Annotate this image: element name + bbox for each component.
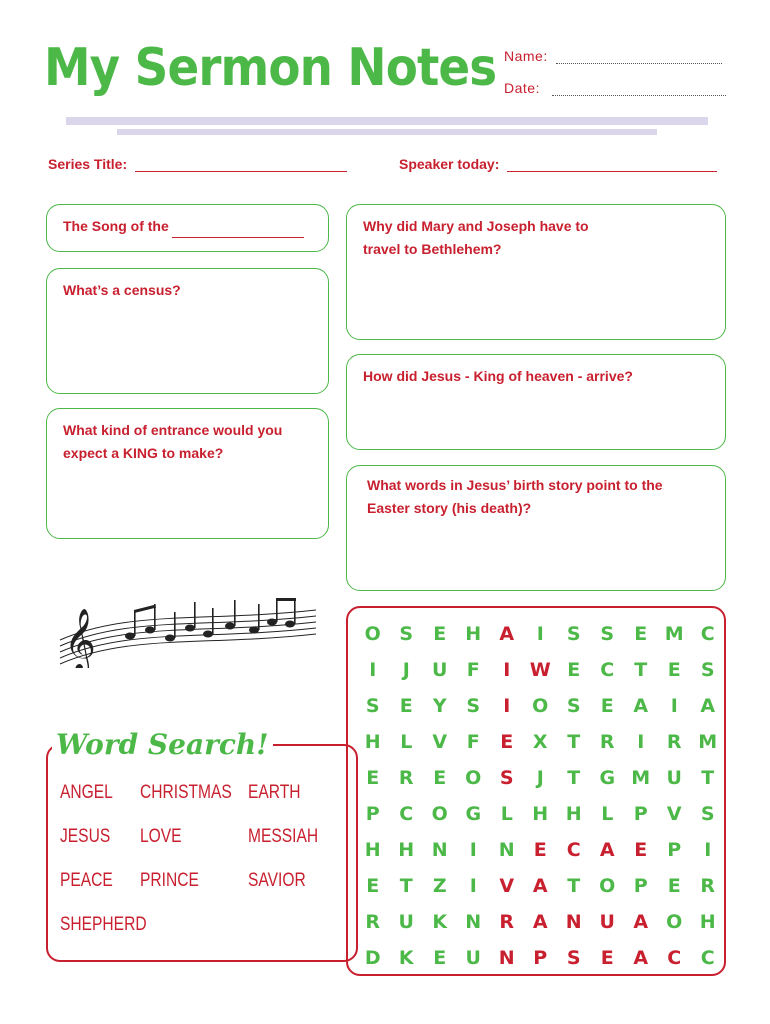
word-item: MESSIAH (248, 826, 319, 847)
grid-letter[interactable]: N (565, 911, 582, 933)
grid-letter[interactable]: D (364, 947, 381, 969)
grid-letter[interactable]: P (533, 947, 548, 969)
song-box[interactable] (46, 204, 329, 252)
word-item: PEACE (60, 870, 113, 891)
grid-letter[interactable]: P (667, 839, 682, 861)
grid-letter[interactable]: E (600, 695, 614, 717)
grid-letter[interactable]: S (365, 695, 380, 717)
grid-letter[interactable]: A (633, 695, 649, 717)
word-search-grid (356, 616, 725, 976)
grid-letter[interactable]: O (666, 911, 683, 933)
grid-letter[interactable]: P (633, 875, 648, 897)
grid-letter[interactable]: N (498, 839, 515, 861)
grid-letter[interactable]: K (432, 911, 448, 933)
grid-letter[interactable]: G (465, 803, 482, 825)
grid-letter[interactable]: R (666, 731, 682, 753)
grid-letter[interactable]: Z (432, 875, 447, 897)
grid-letter[interactable]: C (566, 839, 581, 861)
grid-letter[interactable]: U (666, 767, 682, 789)
series-title-label: Series Title: (48, 156, 128, 172)
grid-letter[interactable]: S (399, 623, 414, 645)
word-item: LOVE (140, 826, 182, 847)
grid-letter[interactable]: V (666, 803, 682, 825)
grid-letter[interactable]: O (599, 875, 616, 897)
grid-letter[interactable]: V (432, 731, 448, 753)
grid-letter[interactable]: L (400, 731, 413, 753)
grid-letter[interactable]: G (599, 767, 616, 789)
grid-letter[interactable]: E (567, 659, 581, 681)
word-item: JESUS (60, 826, 111, 847)
grid-letter[interactable]: E (433, 767, 447, 789)
grid-letter[interactable]: S (700, 803, 715, 825)
grid-letter[interactable]: C (700, 947, 715, 969)
grid-letter[interactable]: I (369, 659, 377, 681)
grid-letter[interactable]: H (699, 911, 716, 933)
word-item: SHEPHERD (60, 914, 147, 935)
grid-letter[interactable]: O (364, 623, 381, 645)
grid-letter[interactable]: I (503, 695, 511, 717)
grid-letter[interactable]: A (532, 911, 548, 933)
grid-letter[interactable]: C (399, 803, 414, 825)
grid-letter[interactable]: R (599, 731, 615, 753)
svg-text:𝄞: 𝄞 (64, 608, 96, 668)
grid-letter[interactable]: I (670, 695, 678, 717)
music-notes-icon (58, 588, 320, 668)
grid-letter[interactable]: A (633, 947, 649, 969)
grid-letter[interactable]: A (532, 875, 548, 897)
grid-letter[interactable]: P (633, 803, 648, 825)
series-title-field (48, 156, 347, 172)
grid-letter[interactable]: H (465, 623, 482, 645)
grid-letter[interactable]: K (398, 947, 414, 969)
date-field (504, 80, 726, 96)
census-box[interactable] (46, 268, 329, 394)
grid-letter[interactable]: W (529, 659, 551, 681)
grid-letter[interactable]: A (700, 695, 716, 717)
easter-box[interactable] (346, 465, 726, 591)
grid-letter[interactable]: S (700, 659, 715, 681)
grid-letter[interactable]: E (500, 731, 514, 753)
grid-letter[interactable]: U (465, 947, 481, 969)
grid-letter[interactable]: T (399, 875, 413, 897)
grid-letter[interactable]: S (566, 695, 581, 717)
grid-letter[interactable]: X (532, 731, 548, 753)
grid-letter[interactable]: M (698, 731, 718, 753)
grid-letter[interactable]: A (499, 623, 515, 645)
grid-letter[interactable]: A (599, 839, 615, 861)
jesus-arrive-box[interactable] (346, 354, 726, 450)
word-list (60, 782, 338, 936)
grid-letter[interactable]: T (701, 767, 715, 789)
grid-letter[interactable]: E (667, 659, 681, 681)
grid-letter[interactable]: A (633, 911, 649, 933)
grid-letter[interactable]: H (364, 731, 381, 753)
entrance-box[interactable] (46, 408, 329, 539)
word-item: PRINCE (140, 870, 199, 891)
grid-letter[interactable]: R (398, 767, 414, 789)
grid-letter[interactable]: J (402, 659, 410, 681)
grid-letter[interactable]: M (631, 767, 651, 789)
grid-letter[interactable]: J (536, 767, 544, 789)
mary-joseph-box[interactable] (346, 204, 726, 340)
grid-letter[interactable]: I (469, 839, 477, 861)
series-title-input-line[interactable] (135, 171, 347, 172)
grid-letter[interactable]: T (634, 659, 648, 681)
grid-letter[interactable]: T (567, 767, 581, 789)
grid-letter[interactable]: H (565, 803, 582, 825)
speaker-field (399, 156, 717, 172)
grid-letter[interactable]: E (667, 875, 681, 897)
easter-question: What words in Jesus’ birth story point to the Easter story (his death)? (367, 477, 663, 516)
header-divider-bottom (117, 129, 657, 135)
grid-letter[interactable]: R (365, 911, 381, 933)
grid-letter[interactable]: I (469, 875, 477, 897)
grid-letter[interactable]: E (366, 875, 380, 897)
grid-letter[interactable]: C (700, 623, 715, 645)
grid-letter[interactable]: T (567, 875, 581, 897)
word-search-grid-box (346, 606, 726, 976)
name-input-line[interactable] (556, 63, 722, 64)
grid-letter[interactable]: O (431, 803, 448, 825)
grid-letter[interactable]: F (466, 731, 480, 753)
grid-letter[interactable]: E (433, 623, 447, 645)
grid-letter[interactable]: N (498, 947, 515, 969)
grid-letter[interactable]: H (398, 839, 415, 861)
grid-letter[interactable]: S (566, 623, 581, 645)
grid-letter[interactable]: H (364, 839, 381, 861)
name-label: Name: (504, 48, 548, 64)
grid-letter[interactable]: I (536, 623, 544, 645)
speaker-label: Speaker today: (399, 156, 500, 172)
grid-letter[interactable]: M (664, 623, 684, 645)
word-search-title: Word Search! (52, 728, 273, 761)
grid-letter[interactable]: E (433, 947, 447, 969)
grid-letter[interactable]: I (503, 659, 511, 681)
grid-letter[interactable]: H (532, 803, 549, 825)
grid-letter[interactable]: U (432, 659, 448, 681)
word-item: ANGEL (60, 782, 113, 803)
grid-letter[interactable]: U (599, 911, 615, 933)
grid-letter[interactable]: L (601, 803, 614, 825)
grid-letter[interactable]: R (700, 875, 716, 897)
song-blank-line[interactable] (172, 237, 304, 238)
page-title: My Sermon Notes (44, 38, 497, 98)
census-question: What’s a census? (63, 282, 181, 298)
grid-letter[interactable]: I (637, 731, 645, 753)
grid-letter[interactable]: Y (432, 695, 447, 717)
grid-letter[interactable]: L (500, 803, 513, 825)
grid-letter[interactable]: S (600, 623, 615, 645)
grid-letter[interactable]: C (667, 947, 682, 969)
grid-letter[interactable]: T (567, 731, 581, 753)
grid-letter[interactable]: S (499, 767, 514, 789)
grid-letter[interactable]: E (634, 623, 648, 645)
grid-letter[interactable]: E (399, 695, 413, 717)
mary-joseph-question: Why did Mary and Joseph have to travel to Bethlehem? (363, 218, 589, 257)
grid-letter[interactable]: N (465, 911, 482, 933)
grid-letter[interactable]: E (533, 839, 547, 861)
grid-letter[interactable]: E (634, 839, 648, 861)
word-item: SAVIOR (248, 870, 306, 891)
jesus-arrive-question: How did Jesus - King of heaven - arrive? (363, 368, 633, 384)
grid-letter[interactable]: I (704, 839, 712, 861)
speaker-input-line[interactable] (507, 171, 717, 172)
grid-letter[interactable]: E (600, 947, 614, 969)
grid-letter[interactable]: O (532, 695, 549, 717)
song-question: The Song of the (63, 218, 169, 234)
grid-letter[interactable]: F (466, 659, 480, 681)
grid-letter[interactable]: E (366, 767, 380, 789)
word-item: EARTH (248, 782, 301, 803)
grid-letter[interactable]: N (431, 839, 448, 861)
grid-letter[interactable]: P (365, 803, 380, 825)
entrance-question: What kind of entrance would you expect a KING to make? (63, 422, 283, 461)
name-field (504, 48, 722, 64)
grid-letter[interactable]: V (499, 875, 515, 897)
date-label: Date: (504, 80, 540, 96)
header-divider-top (66, 117, 708, 125)
grid-letter[interactable]: R (499, 911, 515, 933)
word-item: CHRISTMAS (140, 782, 232, 803)
grid-letter[interactable]: S (566, 947, 581, 969)
date-input-line[interactable] (552, 95, 726, 96)
grid-letter[interactable]: C (600, 659, 615, 681)
grid-letter[interactable]: U (398, 911, 414, 933)
grid-letter[interactable]: S (466, 695, 481, 717)
grid-letter[interactable]: O (465, 767, 482, 789)
